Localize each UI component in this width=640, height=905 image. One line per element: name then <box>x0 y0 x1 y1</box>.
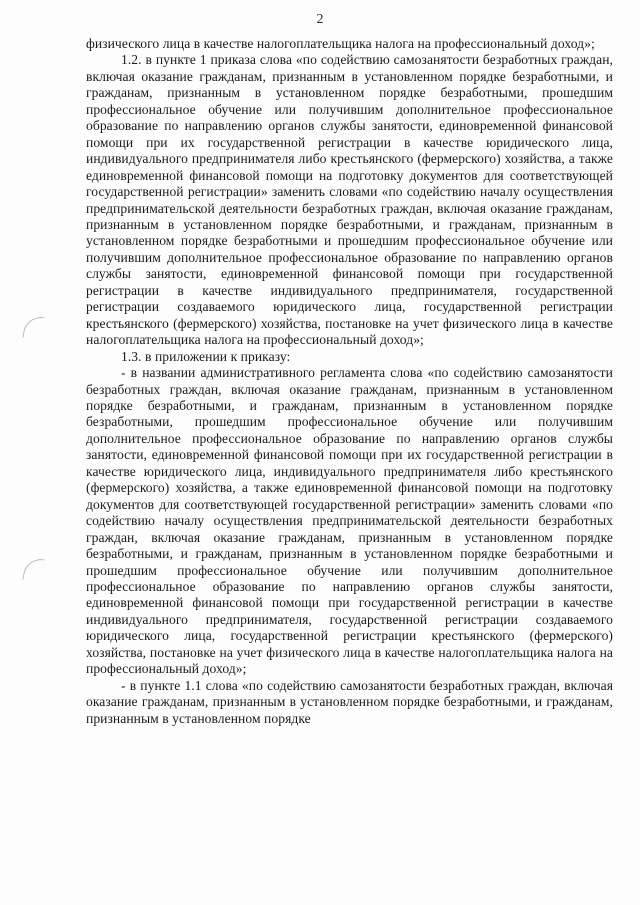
punch-hole-mark <box>22 557 44 582</box>
document-body <box>86 36 613 727</box>
punch-hole-mark <box>22 315 44 340</box>
paragraph: 1.2. в пункте 1 приказа слова «по содействию самозанятости безработных граждан, включая оказание гражданам, признанным в установленном порядке безработными, и гражданам, признанным в установленном порядке безработными, прошедшим профессиональное обучение или получившим дополнительное профессиональное образование по направлению органов службы занятости, единовременной финансовой помощи при их государственной регистрации в качестве юридического лица, индивидуального предпринимателя либо крестьянского (фермерского) хозяйства, а также единовременной финансовой помощи на подготовку документов для соответствующей государственной регистрации» заменить словами «по содействию началу осуществления предпринимательской деятельности безработных граждан, включая оказание гражданам, признанным в установленном порядке безработными, и гражданам, признанным в установленном порядке безработными и прошедшим профессиональное обучение или получившим дополнительное профессиональное образование по направлению органов службы занятости, единовременной финансовой помощи при государственной регистрации в качестве индивидуального предпринимателя, государственной регистрации создаваемого юридического лица, государственной регистрации крестьянского (фермерского) хозяйства, постановке на учет физического лица в качестве налогоплательщика налога на профессиональный доход»; <box>86 52 613 348</box>
paragraph: 1.3. в приложении к приказу: <box>121 348 291 364</box>
page-number: 2 <box>316 12 324 27</box>
paragraph: - в названии административного регламента слова «по содействию самозанятости безработных граждан, включая оказание гражданам, признанным в установленном порядке безработными, и гражданам, признанным в установленном порядке безработными, прошедшим профессиональное обучение или получившим дополнительное профессиональное образование по направлению органов службы занятости, единовременной финансовой помощи при их государственной регистрации в качестве юридического лица, индивидуального предпринимателя либо крестьянского (фермерского) хозяйства, а также единовременной финансовой помощи на подготовку документов для соответствующей государственной регистрации» заменить словами «по содействию началу осуществления предпринимательской деятельности безработных граждан, включая оказание гражданам, признанным в установленном порядке безработными, и гражданам, признанным в установленном порядке безработными и прошедшим профессиональное обучение или получившим дополнительное профессиональное образование по направлению органов службы занятости, единовременной финансовой помощи при государственной регистрации в качестве индивидуального предпринимателя, государственной регистрации создаваемого юридического лица, государственной регистрации крестьянского (фермерского) хозяйства, постановке на учет физического лица в качестве налогоплательщика налога на профессиональный доход»; <box>86 365 613 677</box>
paragraph: - в пункте 1.1 слова «по содействию самозанятости безработных граждан, включая оказание гражданам, признанным в установленном порядке безработными, и гражданам, признанным в установленном порядке <box>86 677 613 726</box>
paragraph: физического лица в качестве налогоплательщика налога на профессиональный доход»; <box>86 36 595 51</box>
